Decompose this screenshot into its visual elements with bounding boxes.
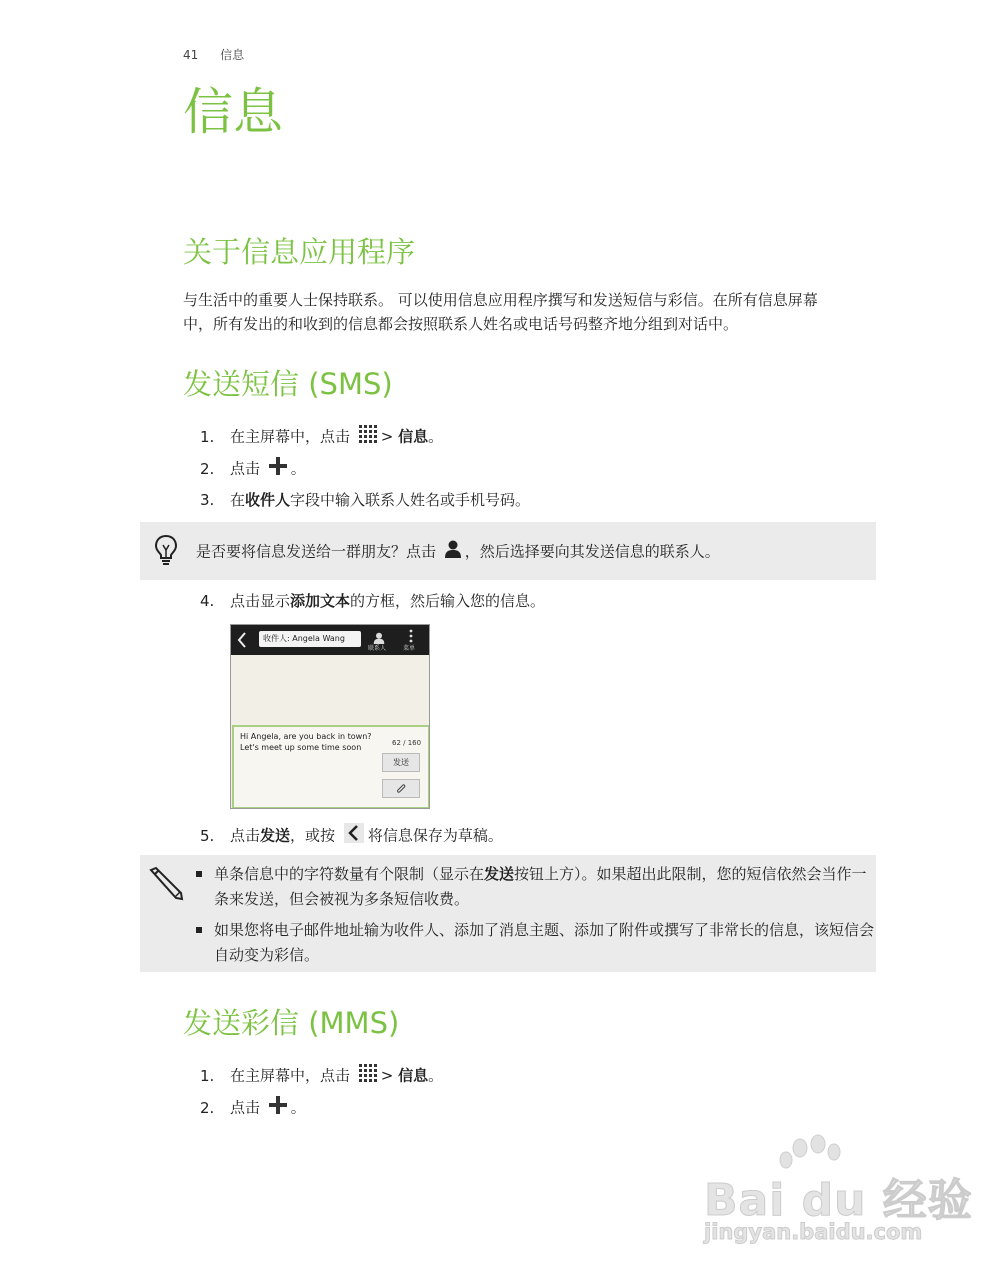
lightbulb-icon — [154, 534, 178, 570]
sms-step-1 — [200, 425, 443, 449]
step-text: 在主屏幕中，点击 — [230, 427, 351, 446]
back-chevron-icon — [344, 823, 364, 849]
tip-text-start: 是否要将信息发送给一群朋友？点击 — [196, 542, 437, 561]
step-text-end: 字段中输入联系人姓名或手机号码。 — [290, 491, 531, 509]
note-item-2 — [196, 918, 876, 968]
pencil-icon — [148, 865, 184, 905]
step-text-end: 的方框，然后输入您的信息。 — [350, 592, 546, 610]
baidu-watermark — [700, 1130, 973, 1250]
step-text-end: 。 — [428, 1066, 444, 1085]
step-text-mid: ，或按 — [290, 826, 336, 845]
watermark-url: jingyan.baidu.com — [704, 1220, 923, 1244]
step-text: 点击 — [230, 826, 261, 845]
note-text: 如果您将电子邮件地址输为收件人、添加了消息主题、添加了附件或撰写了非常长的信息，该短信会自动变为彩信。 — [214, 921, 875, 964]
step-separator: > — [380, 1066, 394, 1085]
message-line-1: Hi Angela, are you back in town? — [240, 732, 372, 741]
send-button[interactable]: 发送 — [382, 753, 420, 772]
contacts-label: 联系人 — [368, 645, 387, 652]
step-text: 在主屏幕中，点击 — [230, 1066, 351, 1085]
sms-step-2 — [200, 457, 306, 481]
sms-step-5 — [200, 823, 503, 849]
step-text: 点击 — [230, 1098, 261, 1117]
phone-screenshot — [230, 624, 430, 809]
step-text-end: 。 — [428, 427, 444, 446]
step-keyword: 信息 — [398, 1066, 429, 1085]
step-number: 1. — [200, 1066, 215, 1085]
page-number: 41 — [183, 48, 199, 62]
step-text-end: 将信息保存为草稿。 — [367, 826, 503, 845]
note-text: 单条信息中的字符数量有个限制（显示在 — [214, 865, 485, 883]
mms-step-2 — [200, 1096, 306, 1120]
note-text-end: 按钮上方）。如果超出此限制，您的短信依然会当作一条来发送，但会被视为多条短信收费。 — [214, 865, 867, 908]
section-title-about: 关于信息应用程序 — [183, 235, 416, 269]
header-section: 信息 — [220, 48, 245, 62]
back-chevron-icon[interactable] — [237, 632, 247, 652]
tip-text-end: ，然后选择要向其发送信息的联系人。 — [464, 542, 720, 561]
char-counter: 62 / 160 — [392, 739, 422, 747]
note-list — [196, 862, 876, 974]
note-box — [140, 855, 876, 972]
step-number: 3. — [200, 491, 215, 509]
person-icon — [445, 540, 461, 564]
all-apps-grid-icon — [359, 1064, 377, 1088]
step-text: 点击显示 — [230, 592, 291, 610]
sms-step-3 — [200, 489, 530, 511]
about-paragraph-line2: 中，所有发出的和收到的信息都会按照联系人姓名或电话号码整齐地分组到对话中。 — [183, 315, 739, 333]
step-number: 1. — [200, 427, 215, 446]
tip-text — [196, 540, 720, 564]
step-number: 5. — [200, 826, 215, 845]
step-number: 2. — [200, 1098, 215, 1117]
step-text: 在 — [230, 491, 246, 509]
about-paragraph-line1: 与生活中的重要人士保持联系。 可以使用信息应用程序撰写和发送短信与彩信。在所有信息屏幕 — [183, 291, 818, 309]
all-apps-grid-icon — [359, 425, 377, 449]
message-text[interactable] — [240, 731, 372, 753]
compose-box[interactable] — [232, 725, 430, 809]
section-title-mms: 发送彩信 (MMS) — [183, 1006, 400, 1040]
step-text-end: 。 — [290, 1098, 306, 1117]
note-keyword: 发送 — [484, 865, 515, 883]
page-header — [183, 46, 262, 63]
step-keyword: 添加文本 — [290, 592, 351, 610]
mms-step-1 — [200, 1064, 443, 1088]
menu-label: 菜单 — [403, 645, 416, 652]
note-item-1 — [196, 862, 876, 912]
plus-icon — [269, 457, 287, 481]
step-keyword: 发送 — [260, 826, 291, 845]
watermark-brand: Bai du 经验 — [704, 1175, 973, 1226]
plus-icon — [269, 1096, 287, 1120]
step-text: 点击 — [230, 459, 261, 478]
chapter-title: 信息 — [183, 83, 283, 141]
about-paragraph — [183, 288, 883, 336]
step-keyword: 信息 — [398, 427, 429, 446]
paperclip-icon — [395, 784, 407, 793]
section-title-sms: 发送短信 (SMS) — [183, 367, 393, 401]
step-number: 2. — [200, 459, 215, 478]
message-line-2: Let's meet up some time soon — [240, 743, 362, 752]
step-number: 4. — [200, 592, 215, 610]
recipient-field[interactable]: 收件人: Angela Wang — [259, 631, 361, 647]
step-separator: > — [380, 427, 394, 446]
step-keyword: 收件人 — [245, 491, 291, 509]
attach-button[interactable] — [382, 779, 420, 798]
sms-step-4 — [200, 590, 545, 612]
step-text-end: 。 — [290, 459, 306, 478]
tip-box — [140, 522, 876, 580]
phone-action-bar — [231, 625, 429, 655]
